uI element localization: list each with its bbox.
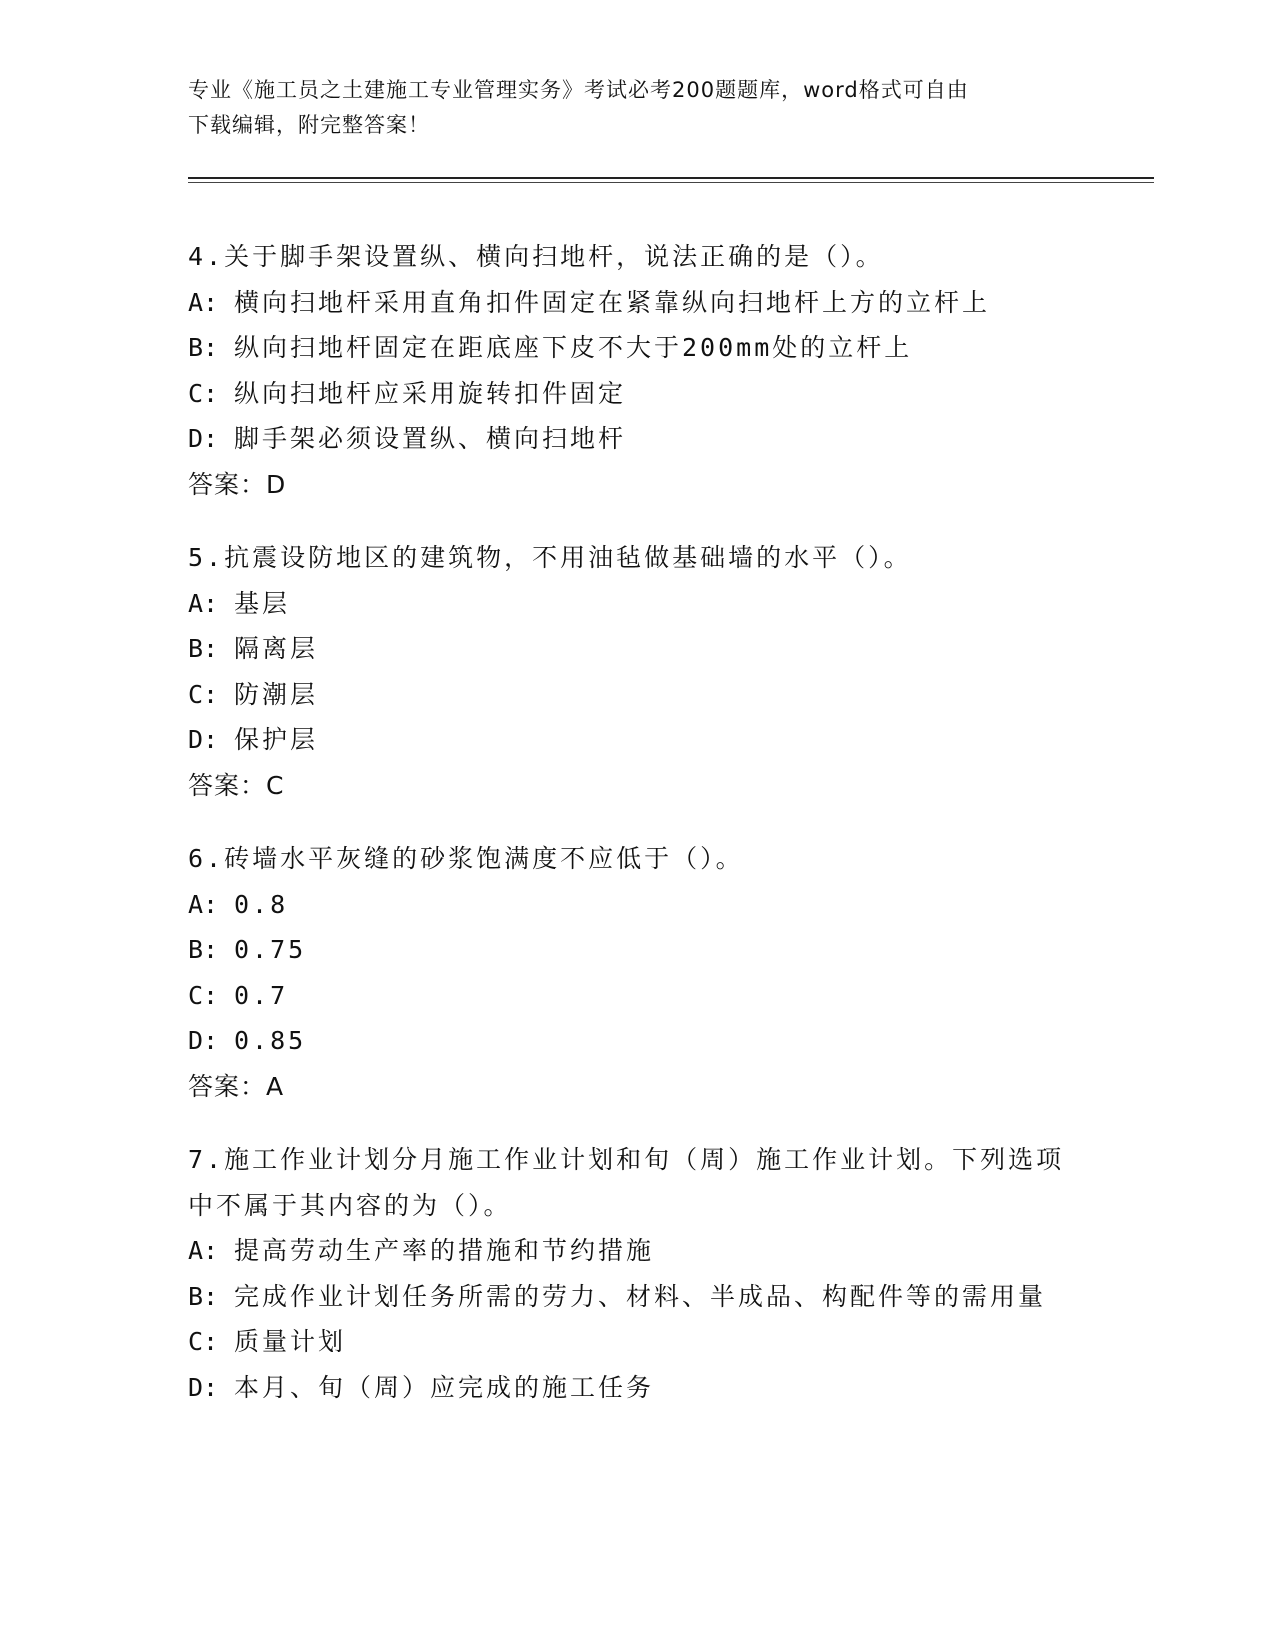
header-line-1: 专业《施工员之土建施工专业管理实务》考试必考200题题库，word格式可自由 [188,78,969,102]
header-divider [188,177,1154,179]
option-a [188,280,1154,326]
option-key: D: [188,725,219,754]
answer-line: 答案：D [188,469,287,499]
option-d [188,717,1154,763]
header-divider-thin [188,182,1154,183]
option-key: B: [188,634,219,663]
option-c [188,371,1154,417]
question-stem: 4.关于脚手架设置纵、横向扫地杆，说法正确的是（）。 [188,242,884,271]
option-key: A: [188,287,219,317]
option-text: 0.75 [234,935,307,964]
option-text: 0.8 [234,889,289,919]
option-key: B: [188,935,219,964]
option-c [188,1319,1154,1365]
question-6 [188,836,1154,1109]
option-text: 本月、旬（周）应完成的施工任务 [234,1372,655,1402]
option-key: D: [188,1372,219,1402]
option-text: 保护层 [234,725,319,754]
option-key: D: [188,424,219,453]
option-d [188,1365,1154,1411]
option-b [188,325,1154,371]
option-key: C: [188,679,219,709]
question-stem: 6.砖墙水平灰缝的砂浆饱满度不应低于（）。 [188,844,744,873]
option-key: D: [188,1026,219,1055]
option-a [188,581,1154,627]
option-text: 质量计划 [234,1327,347,1356]
option-b [188,1274,1154,1320]
option-b [188,626,1154,672]
option-text: 0.85 [234,1026,307,1055]
option-key: A: [188,588,219,618]
question-5 [188,535,1154,808]
option-text: 完成作业计划任务所需的劳力、材料、半成品、构配件等的需用量 [234,1281,1047,1311]
option-d [188,416,1154,462]
option-key: B: [188,1281,219,1311]
option-c [188,672,1154,718]
option-b [188,927,1154,973]
option-key: A: [188,889,219,919]
option-key: C: [188,1327,219,1356]
answer-line: 答案：C [188,770,285,800]
option-text: 纵向扫地杆应采用旋转扣件固定 [234,378,627,408]
option-a [188,882,1154,928]
header-line-2: 下载编辑，附完整答案！ [188,113,430,137]
option-c [188,973,1154,1019]
question-4 [188,234,1154,507]
option-a [188,1228,1154,1274]
option-key: A: [188,1236,219,1265]
option-text: 脚手架必须设置纵、横向扫地杆 [234,424,627,453]
question-stem: 5.抗震设防地区的建筑物，不用油毡做基础墙的水平（）。 [188,543,912,572]
document-header [188,73,1088,143]
question-7 [188,1137,1154,1410]
answer-line: 答案：A [188,1071,285,1101]
option-key: C: [188,378,219,408]
option-d [188,1018,1154,1064]
option-text: 隔离层 [234,634,319,663]
option-text: 0.7 [234,980,289,1010]
question-list [188,234,1154,1438]
option-key: B: [188,333,219,362]
option-text: 纵向扫地杆固定在距底座下皮不大于200mm处的立杆上 [234,333,913,362]
option-text: 提高劳动生产率的措施和节约措施 [234,1236,655,1265]
option-text: 基层 [234,588,291,618]
question-stem: 7.施工作业计划分月施工作业计划和旬（周）施工作业计划。下列选项中不属于其内容的为（）。 [188,1145,1065,1220]
option-text: 防潮层 [234,679,319,709]
option-text: 横向扫地杆采用直角扣件固定在紧靠纵向扫地杆上方的立杆上 [234,287,991,317]
option-key: C: [188,980,219,1010]
